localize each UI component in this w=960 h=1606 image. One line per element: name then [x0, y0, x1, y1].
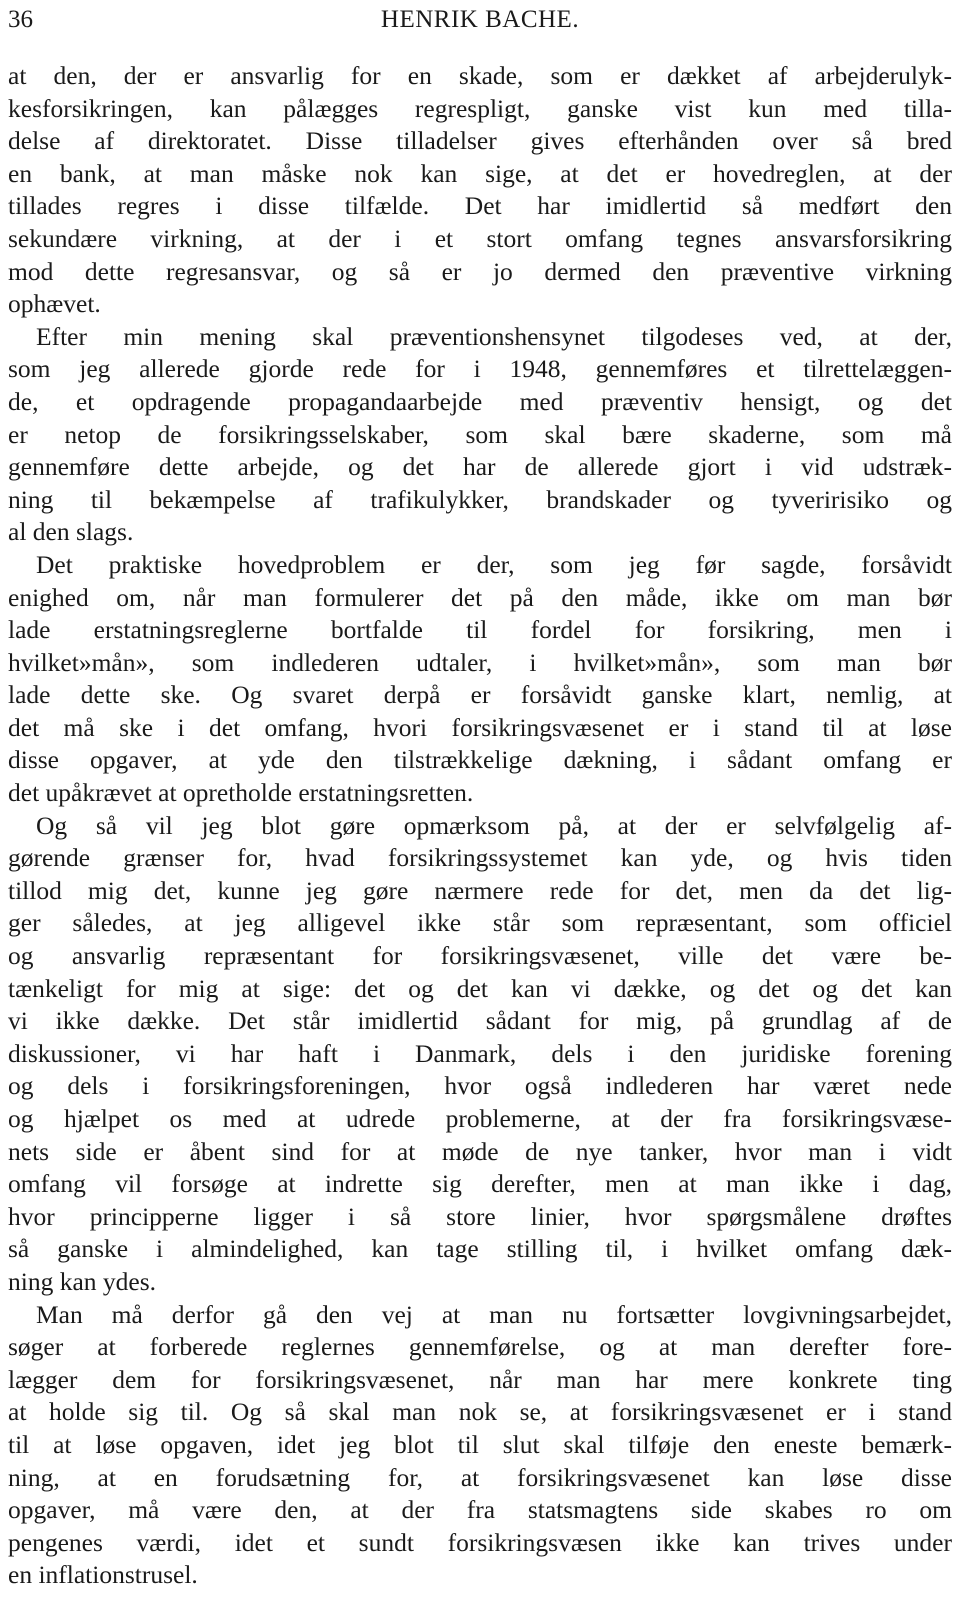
text-line: søger at forberede reglernes gennemførelse, og at man derefter fore- — [8, 1332, 952, 1362]
text-line: gørende grænser for, hvad forsikringssystemet kan yde, og hvis tiden — [8, 843, 952, 873]
text-line: at den, der er ansvarlig for en skade, som er dækket af arbejderulyk- — [8, 61, 952, 90]
text-line: opgaver, må være den, at der fra statsmagtens side skabes ro om — [8, 1495, 952, 1525]
text-line: de, et opdragende propagandaarbejde med præventiv hensigt, og det — [8, 386, 952, 416]
text-line: og hjælpet os med at udrede problemerne, at der fra forsikringsvæse- — [8, 1104, 952, 1133]
text-line: delse af direktoratet. Disse tilladelser gives efterhånden over så bred — [8, 126, 952, 156]
text-line: nets side er åbent sind for at møde de nye tanker, hvor man i vidt — [8, 1136, 952, 1166]
text-line: kesforsikringen, kan pålægges regrespligt, ganske vist kun med tilla- — [8, 93, 952, 123]
text-line: det upåkrævet at opretholde erstatningsretten. — [8, 778, 474, 808]
text-line: ger således, at jeg alligevel ikke står som repræsentant, som officiel — [8, 908, 952, 938]
text-line: lægger dem for forsikringsvæsenet, når man har mere konkrete ting — [8, 1364, 952, 1394]
text-line: tillod mig det, kunne jeg gøre nærmere rede for det, men da det lig- — [8, 875, 952, 905]
text-line: ophævet. — [8, 289, 101, 319]
text-line: al den slags. — [8, 517, 134, 547]
text-line: Og så vil jeg blot gøre opmærksom på, at der er selvfølgelig af- — [36, 810, 952, 840]
text-line: en bank, at man måske nok kan sige, at det er hovedreglen, at der — [8, 158, 952, 188]
text-line: ning, at en forudsætning for, at forsikringsvæsenet kan løse disse — [8, 1462, 952, 1492]
text-line: og ansvarlig repræsentant for forsikringsvæsenet, ville det være be- — [8, 941, 952, 971]
text-line: disse opgaver, at yde den tilstrækkelige dækning, i sådant omfang er — [8, 745, 952, 775]
text-line: at holde sig til. Og så skal man nok se, at forsikringsvæsenet er i stand — [8, 1397, 952, 1427]
text-line: vi ikke dække. Det står imidlertid sådant for mig, på grundlag af de — [8, 1006, 952, 1036]
page-number: 36 — [8, 6, 33, 33]
text-line: så ganske i almindelighed, kan tage stilling til, i hvilket omfang dæk- — [8, 1234, 952, 1264]
text-line: diskussioner, vi har haft i Danmark, dels i den juridiske forening — [8, 1038, 952, 1068]
text-line: hvor principperne ligger i så store linier, hvor spørgsmålene drøftes — [8, 1201, 952, 1231]
text-line: hvilket»mån», som indlederen udtaler, i hvilket»mån», som man bør — [8, 647, 952, 677]
text-line: Man må derfor gå den vej at man nu fortsætter lovgivningsarbejdet, — [36, 1299, 952, 1329]
book-page — [8, 0, 952, 1592]
text-line: pengenes værdi, idet et sundt forsikringsvæsen ikke kan trives under — [8, 1527, 952, 1557]
paragraph — [8, 321, 952, 549]
text-line: er netop de forsikringsselskaber, som skal bære skaderne, som må — [8, 419, 952, 449]
paragraph — [8, 810, 952, 1299]
running-title: HENRIK BACHE. — [380, 6, 580, 33]
text-line: gennemføre dette arbejde, og det har de allerede gjort i vid udstræk- — [8, 452, 952, 482]
text-line: det må ske i det omfang, hvori forsikringsvæsenet er i stand til at løse — [8, 712, 952, 742]
text-line: omfang vil forsøge at indrette sig derefter, men at man ikke i dag, — [8, 1169, 952, 1199]
text-line: mod dette regresansvar, og så er jo dermed den præventive virkning — [8, 256, 952, 286]
text-line: en inflationstrusel. — [8, 1560, 198, 1590]
text-line: Det praktiske hovedproblem er der, som jeg før sagde, forsåvidt — [36, 549, 952, 579]
text-line: tillades regres i disse tilfælde. Det har imidlertid så medført den — [8, 191, 952, 221]
text-line: tænkeligt for mig at sige: det og det kan vi dække, og det og det kan — [8, 973, 952, 1003]
paragraph — [8, 1299, 952, 1592]
text-line: enighed om, når man formulerer det på den måde, ikke om man bør — [8, 582, 952, 612]
text-line: til at løse opgaven, idet jeg blot til slut skal tilføje den eneste bemærk- — [8, 1429, 952, 1459]
text-line: Efter min mening skal præventionshensynet tilgodeses ved, at der, — [36, 321, 952, 351]
paragraph — [8, 60, 952, 321]
paragraph — [8, 549, 952, 810]
text-line: lade dette ske. Og svaret derpå er forsåvidt ganske klart, nemlig, at — [8, 680, 952, 710]
text-line: ning kan ydes. — [8, 1266, 157, 1296]
text-line: sekundære virkning, at der i et stort omfang tegnes ansvarsforsikring — [8, 223, 952, 253]
body-text — [8, 60, 952, 1592]
text-line: som jeg allerede gjorde rede for i 1948, gennemføres et tilrettelæggen- — [8, 354, 952, 384]
running-header — [8, 0, 952, 40]
text-line: lade erstatningsreglerne bortfalde til fordel for forsikring, men i — [8, 615, 952, 645]
text-line: og dels i forsikringsforeningen, hvor også indlederen har været nede — [8, 1071, 952, 1101]
text-line: ning til bekæmpelse af trafikulykker, brandskader og tyveririsiko og — [8, 484, 952, 514]
